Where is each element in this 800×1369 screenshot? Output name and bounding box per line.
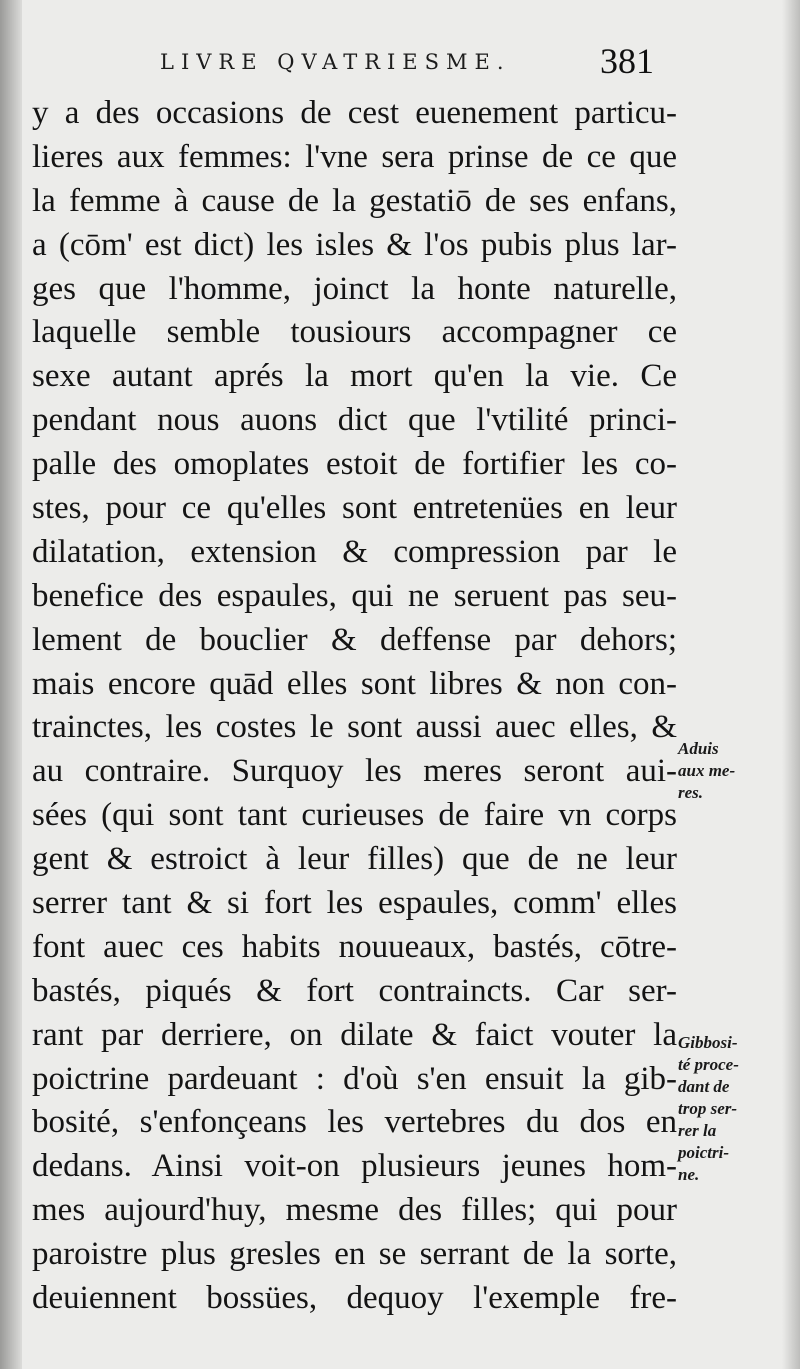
text-line: sexe autant aprés la mort qu'en la vie. Ce [32,358,677,395]
text-line: rant par derriere, on dilate & faict vouter la [32,1016,677,1053]
marginal-note-aduis [678,738,778,804]
text-line: lieres aux femmes: l'vne sera prinse de ce que [32,138,677,175]
text-line: dedans. Ainsi voit-on plusieurs jeunes hom- [32,1148,677,1185]
text-line: poictrine pardeuant : d'où s'en ensuit la gib- [32,1060,677,1097]
text-line: y a des occasions de cest euenement particu- [32,95,677,131]
text-line: dilatation, extension & compression par le [32,533,677,570]
marginal-note-line: Gibbosi- [678,1033,738,1052]
text-line: serrer tant & si fort les espaules, comm' elles [32,885,677,922]
text-line: laquelle semble tousiours accompagner ce [32,314,677,351]
marginal-note-line: ne. [678,1165,700,1184]
text-line: ges que l'homme, joinct la honte naturelle, [32,270,677,307]
marginal-note-line: dant de [678,1077,730,1096]
text-line: mes aujourd'huy, mesme des filles; qui pour [32,1192,677,1229]
marginal-note-line: poictri- [678,1143,729,1162]
marginal-note-line: Aduis [678,739,719,758]
marginal-note-line: té proce- [678,1055,739,1074]
text-line: font auec ces habits nouueaux, bastés, cōtre- [32,928,677,965]
text-line: lement de bouclier & deffense par dehors; [32,621,677,658]
marginal-note-gibbosite [678,1032,778,1186]
text-line: pendant nous auons dict que l'vtilité princi- [32,402,677,439]
marginal-note-line: res. [678,783,704,802]
text-line: bastés, piqués & fort contraincts. Car ser- [32,972,677,1009]
text-line: sées (qui sont tant curieuses de faire vn corps [32,797,677,834]
text-line: benefice des espaules, qui ne seruent pas seu- [32,577,677,614]
marginal-note-line: aux me- [678,761,736,780]
page-number: 381 [600,41,654,81]
marginal-note-line: rer la [678,1121,717,1140]
body-text [32,92,677,1321]
text-line: mais encore quād elles sont libres & non con- [32,665,677,702]
text-line: la femme à cause de la gestatiō de ses enfans, [32,182,677,219]
text-line: bosité, s'enfonçeans les vertebres du dos en [32,1104,677,1141]
text-line: paroistre plus gresles en se serrant de la sorte, [32,1236,677,1273]
text-line: palle des omoplates estoit de fortifier les co- [32,446,677,483]
text-line: deuiennent bossües, dequoy l'exemple fre- [32,1280,677,1317]
text-line: gent & estroict à leur filles) que de ne leur [32,841,677,878]
marginal-note-line: trop ser- [678,1099,738,1118]
text-line: au contraire. Surquoy les meres seront aui- [32,753,677,790]
running-title: LIVRE QVATRIESME. [160,50,511,74]
text-line: a (cōm' est dict) les isles & l'os pubis plus lar- [32,226,677,263]
text-line: trainctes, les costes le sont aussi auec elles, & [32,709,677,746]
text-line: stes, pour ce qu'elles sont entretenües en leur [32,490,677,527]
